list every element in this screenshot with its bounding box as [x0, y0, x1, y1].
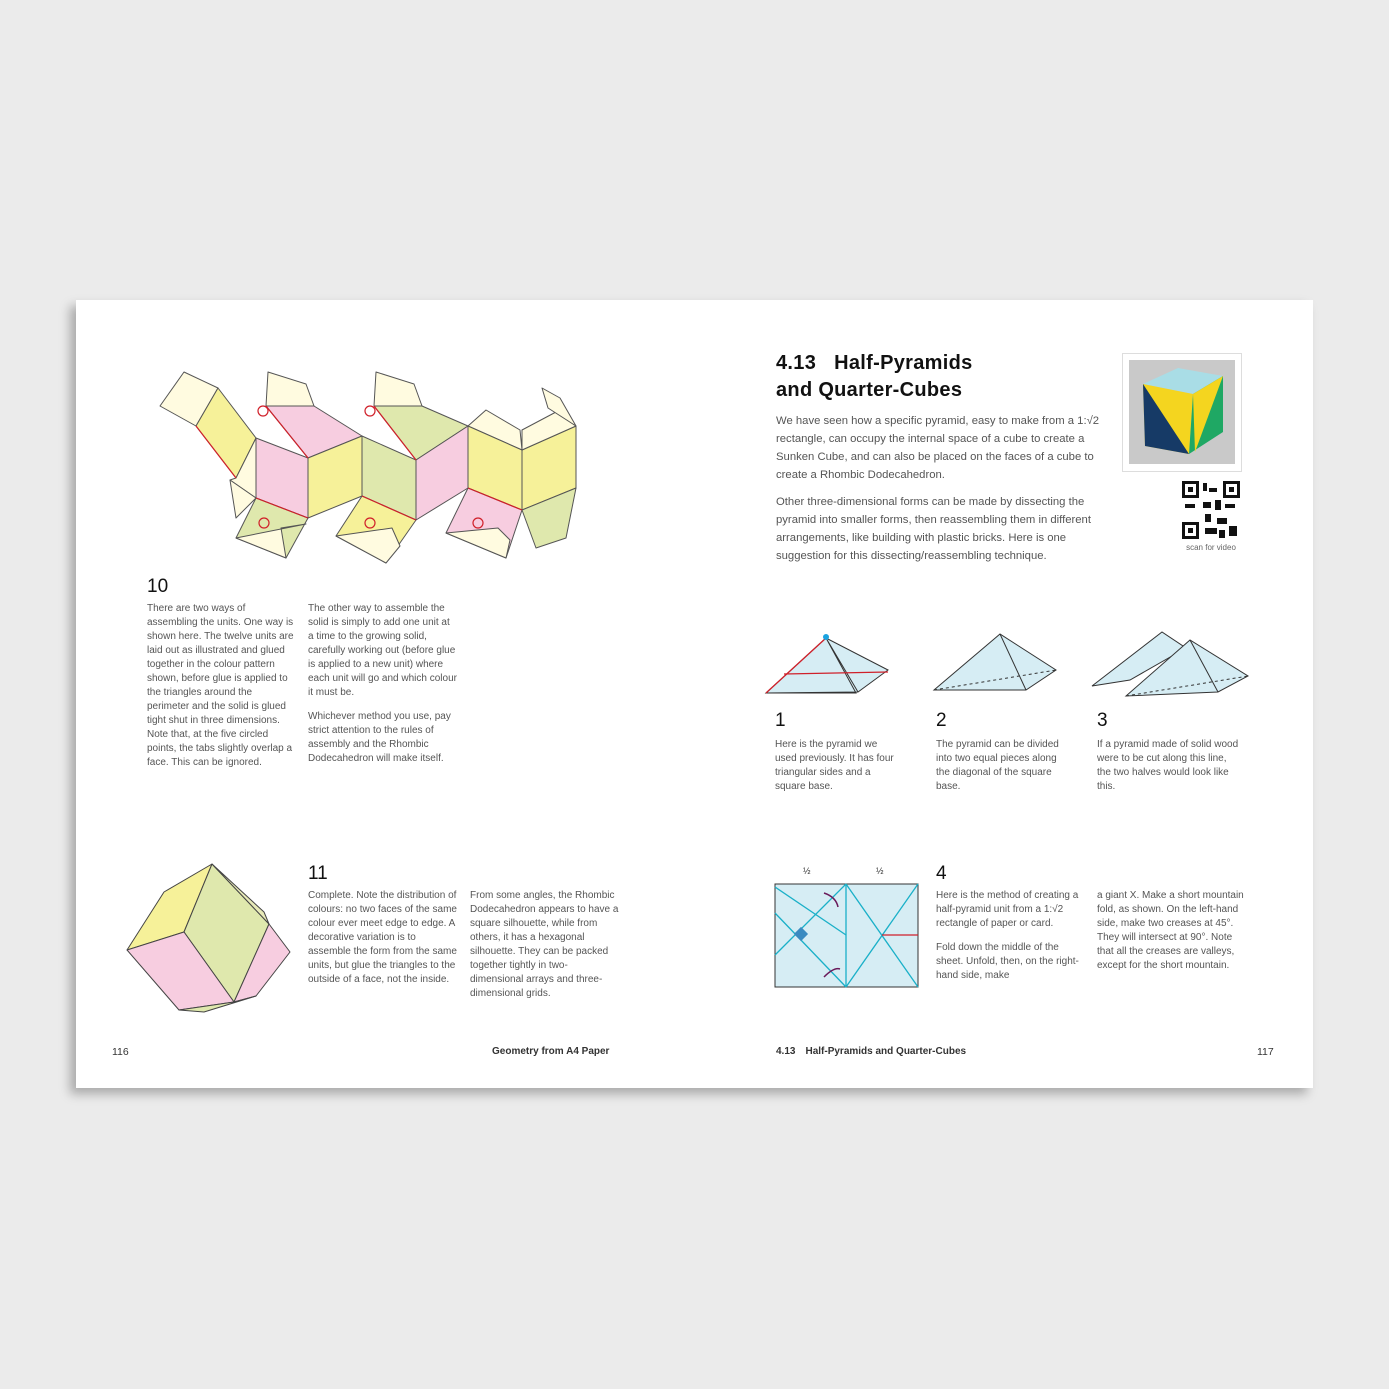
crease-pattern-diagram	[774, 883, 920, 989]
step-3-number: 3	[1097, 710, 1108, 731]
qr-code[interactable]	[1181, 480, 1241, 540]
step-4-col1-p1: Here is the method of creating a half-pyramid unit from a 1:√2 rectangle of paper or card.	[936, 890, 1079, 929]
running-section-number: 4.13	[776, 1046, 796, 1057]
step-10-col2-p2: Whichever method you use, pay strict attention to the rules of assembly and the Rhombic Dodecahedron will make itself.	[308, 711, 451, 764]
title-line-1: Half-Pyramids	[834, 352, 973, 374]
right-running-title: Half-Pyramids and Quarter-Cubes	[805, 1046, 967, 1057]
pyramid-halves-diagram	[1090, 630, 1250, 698]
title-line-2: and Quarter-Cubes	[776, 379, 963, 401]
step-4-col1-p2: Fold down the middle of the sheet. Unfold, then, on the right-hand side, make	[936, 942, 1079, 981]
step-10-text-col2	[308, 602, 458, 776]
steps-row	[775, 710, 1247, 794]
step-3	[1097, 710, 1247, 794]
qr-caption: scan for video	[1186, 543, 1236, 552]
step-4-number: 4	[936, 863, 947, 884]
right-running-header	[776, 1046, 966, 1057]
step-10-text-col1: There are two ways of assembling the units. One way is shown here. The twelve units are laid out as illustrated and glued together in the colour pattern shown, before glue is applied to the triangles around the perimeter and the solid is glued tight shut in three dimensions. Note that, at the five circled points, the tabs slightly overlap a face. This can be ignored.	[147, 603, 294, 768]
step-2	[936, 710, 1097, 794]
step-1	[775, 710, 936, 794]
step-2-text: The pyramid can be divided into two equal pieces along the diagonal of the square base.	[936, 739, 1059, 792]
pyramid-divided-diagram	[932, 632, 1058, 694]
right-page-number: 117	[1257, 1046, 1274, 1058]
step-1-number: 1	[775, 710, 786, 731]
left-running-title: Geometry from A4 Paper	[492, 1046, 610, 1057]
step-11-text-col2: From some angles, the Rhombic Dodecahedron appears to have a square silhouette, while from others, it has a hexagonal silhouette. They can be packed together tightly in two-dimensional arrays and three-dimensional grids.	[470, 890, 619, 999]
step-10-number: 10	[147, 576, 169, 597]
section-number: 4.13	[776, 352, 817, 374]
cube-photo	[1122, 353, 1242, 472]
section-title	[776, 350, 973, 404]
step-11-text-col1: Complete. Note the distribution of colours: no two faces of the same colour ever meet edge to edge. A decorative variation is to assemble the form from the same units, but glue the triangles to the outside of a face, not the inside.	[308, 890, 457, 985]
half-label-left: ½	[803, 866, 811, 876]
step-3-text: If a pyramid made of solid wood were to be cut along this line, the two halves would look like this.	[1097, 739, 1239, 792]
half-label-right: ½	[876, 866, 884, 876]
left-page-number: 116	[112, 1046, 129, 1058]
step-1-text: Here is the pyramid we used previously. It has four triangular sides and a square base.	[775, 739, 894, 792]
intro-paragraph-1: We have seen how a specific pyramid, easy to make from a 1:√2 rectangle, can occupy the internal space of a cube to create a Sunken Cube, and can also be placed on the faces of a cube to create a Rhombic Dodecahedron.	[776, 415, 1100, 481]
step-11-number: 11	[308, 863, 328, 884]
step-4-text-col1	[936, 889, 1086, 993]
intro-paragraph-2: Other three-dimensional forms can be made by dissecting the pyramid into smaller forms, then reassembling them in different arrangements, like building with plastic bricks. Here is one suggestion for this dissecting/reassembling technique.	[776, 496, 1091, 562]
rhombic-dodecahedron-illustration	[124, 862, 294, 1014]
step-2-number: 2	[936, 710, 947, 731]
book-spread	[76, 300, 1313, 1088]
intro-text	[776, 412, 1104, 574]
quarter-cube-image	[1123, 354, 1241, 471]
step-10-col2-p1: The other way to assemble the solid is simply to add one unit at a time to the growing solid, carefully working out (before glue is applied to a new unit) where each unit will go and which colour it must be.	[308, 603, 457, 698]
step-4-text-col2: a giant X. Make a short mountain fold, as shown. On the left-hand side, make two creases at 45°. They will intersect at 90°. Note that all the creases are valleys, except for the short mountain.	[1097, 890, 1244, 971]
rhombic-dodecahedron-net-diagram	[146, 368, 586, 568]
pyramid-diagram	[764, 630, 890, 696]
